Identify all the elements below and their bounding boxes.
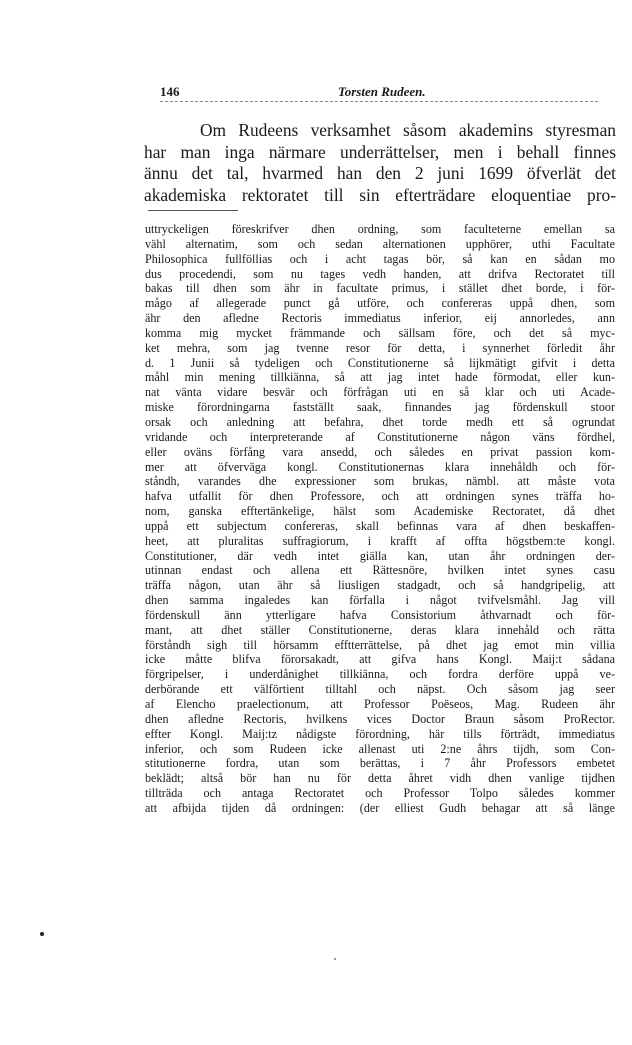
footnote-line: uttryckeligen föreskrifver dhen ordning, som faculteterne emellan sa	[145, 222, 615, 236]
ink-speck	[334, 958, 336, 960]
footnote-line: icke måtte blifva förorsakadt, att gifva hans Kongl. Maij:t sådana	[145, 652, 615, 667]
footnote-line: förgripelser, i underdånighet tillkiänna, och fordra derföre uppå ve-	[145, 667, 615, 682]
footnote-line: ståndh, varandes dhe expressioner som brukas, nämbl. att måste vota	[145, 474, 615, 489]
footnote-line: tillträda och antaga Rectoratet och Professor Tolpo således kommer	[145, 786, 615, 801]
running-head: Torsten Rudeen.	[338, 84, 426, 99]
main-text-line: akademiska rektoratet till sin efterträdare eloquentiae pro-	[144, 184, 616, 205]
footnote-rule	[148, 210, 238, 211]
footnote-line: utinnan endast och allena ett Rättesnöre, hvilken intet synes casu	[145, 563, 615, 578]
footnote-line: Constitutioner, där vedh intet giälla kan, utan åhr ordningen der-	[145, 548, 615, 563]
footnote-line: ähr den afledne Rectoris immediatus inferior, eij annorledes, ann	[145, 311, 615, 326]
main-text-line: har man inga närmare underrättelser, men i behall finnes	[144, 141, 616, 162]
footnote-line: beklädt; altså bör han nu för detta åhret vidh dhen vanlige tijdhen	[145, 771, 615, 786]
footnote-line: nom, ganska efftertänkelige, hälst som Academiske Rectoratet, då dhet	[145, 504, 615, 519]
footnote-line: uppå ett subjectum confereras, skall befinnas vara af dhen beskaffen-	[145, 518, 615, 533]
page-number: 146	[160, 84, 180, 99]
footnote-line: fördenskull änn ytterligare hafva Consistorium åthvarnadt och för-	[145, 607, 615, 622]
footnote-line: inferior, och som Rudeen icke allenast uti 2:ne åhrs tijdh, som Con-	[145, 741, 615, 756]
header-rule	[160, 101, 598, 102]
footnote-line: dhen samma ingaledes kan förfalla i något tvifvelsmåhl. Jag vill	[145, 593, 615, 608]
footnote-line: af Elencho praelectionum, att Professor Poëseos, Mag. Rudeen ähr	[145, 697, 615, 711]
ink-speck	[40, 932, 44, 936]
footnote-line: komma mig mycket främmande och sällsam före, och det så myc-	[145, 325, 615, 340]
footnote-line: bakas till dhen som ähr in facultate primus, i stället dhet borde, i för-	[145, 281, 615, 296]
footnote-line: vridande och interpreterande af Constitutionerne någon väns fördhel,	[145, 429, 615, 444]
main-text-line: ännu det tal, hvarmed han den 2 juni 1699 öfverlät det	[144, 163, 616, 183]
footnote-line: nat vänta vidare besvär och förfrågan uti en så klar och uti Acade-	[145, 385, 615, 400]
footnote-line: orsak och anledning att befahra, dhet torde medh ett så ogrundat	[145, 414, 615, 429]
footnote-line: att afbijda tijden då ordningen: (der elliest Gudh behagar att så länge	[145, 800, 615, 815]
footnote-line: heet, att pluralitas suffragiorum, i krafft af offta högstbem:te kongl.	[145, 533, 615, 548]
footnote-line: vähl alternatim, som och sedan alternationen upphörer, uthi Facultate	[145, 236, 615, 251]
footnote-line: mågo af allegerade punct gå utföre, och confereras uppå dhen, som	[145, 296, 615, 311]
page-header	[160, 84, 615, 102]
footnote-line: mant, att dhet ställer Constitutionerne, deras klara innehåld och rätta	[145, 622, 615, 637]
main-text-line: Om Rudeens verksamhet såsom akademins styresman	[200, 120, 616, 140]
footnote-line: derbörande ett välförtient tilltahl och näpst. Och såsom jag seer	[145, 682, 615, 697]
footnote-line: hafva utfallit för dhen Professore, och att ordningen synes träffa ho-	[145, 489, 615, 504]
footnote-line: måhl min mening tillkiänna, så att jag intet hade förmodat, eller kun-	[145, 370, 615, 385]
footnote-line: d. 1 Junii så tydeligen och Constitutionerne så lijkmätigt gifvit i detta	[145, 355, 615, 370]
footnote-line: Philosophica fullföllias och i acht tagas bör, så kan en sådan mo	[145, 251, 615, 266]
footnote-line: stitutionerne fordra, utan som berättas, i 7 åhr Professors embetet	[145, 756, 615, 771]
footnote-line: mer att öfverväga kongl. Constitutionernas klara innehåldh och för-	[145, 459, 615, 474]
footnote-line: effter Kongl. Maij:tz nådigste förordning, här tills förträdt, immediatus	[145, 726, 615, 741]
footnote-line: miske förordningarna fastställt saak, finnandes jag fördenskull stoor	[145, 400, 615, 415]
footnote-line: eller oväns förfång vara ansedd, och således en privat passion kom-	[145, 444, 615, 459]
footnote-block	[145, 222, 615, 816]
footnote-line: dhen afledne Rectoris, hvilkens vices Doctor Braun såsom ProRector.	[145, 711, 615, 726]
footnote-line: förståndh sigh till hörsamm efftterrättelse, på dhet jag emot min villia	[145, 637, 615, 652]
footnote-line: dus procedendi, som nu tages vedh handen, att drifva Rectoratet till	[145, 266, 615, 281]
footnote-line: träffa någon, utan ähr så liusligen stadgadt, och så handgripelig, att	[145, 578, 615, 593]
main-paragraph	[144, 120, 616, 206]
footnote-line: ket mehra, som jag tvenne resor för detta, i synnerhet förledit åhr	[145, 340, 615, 355]
